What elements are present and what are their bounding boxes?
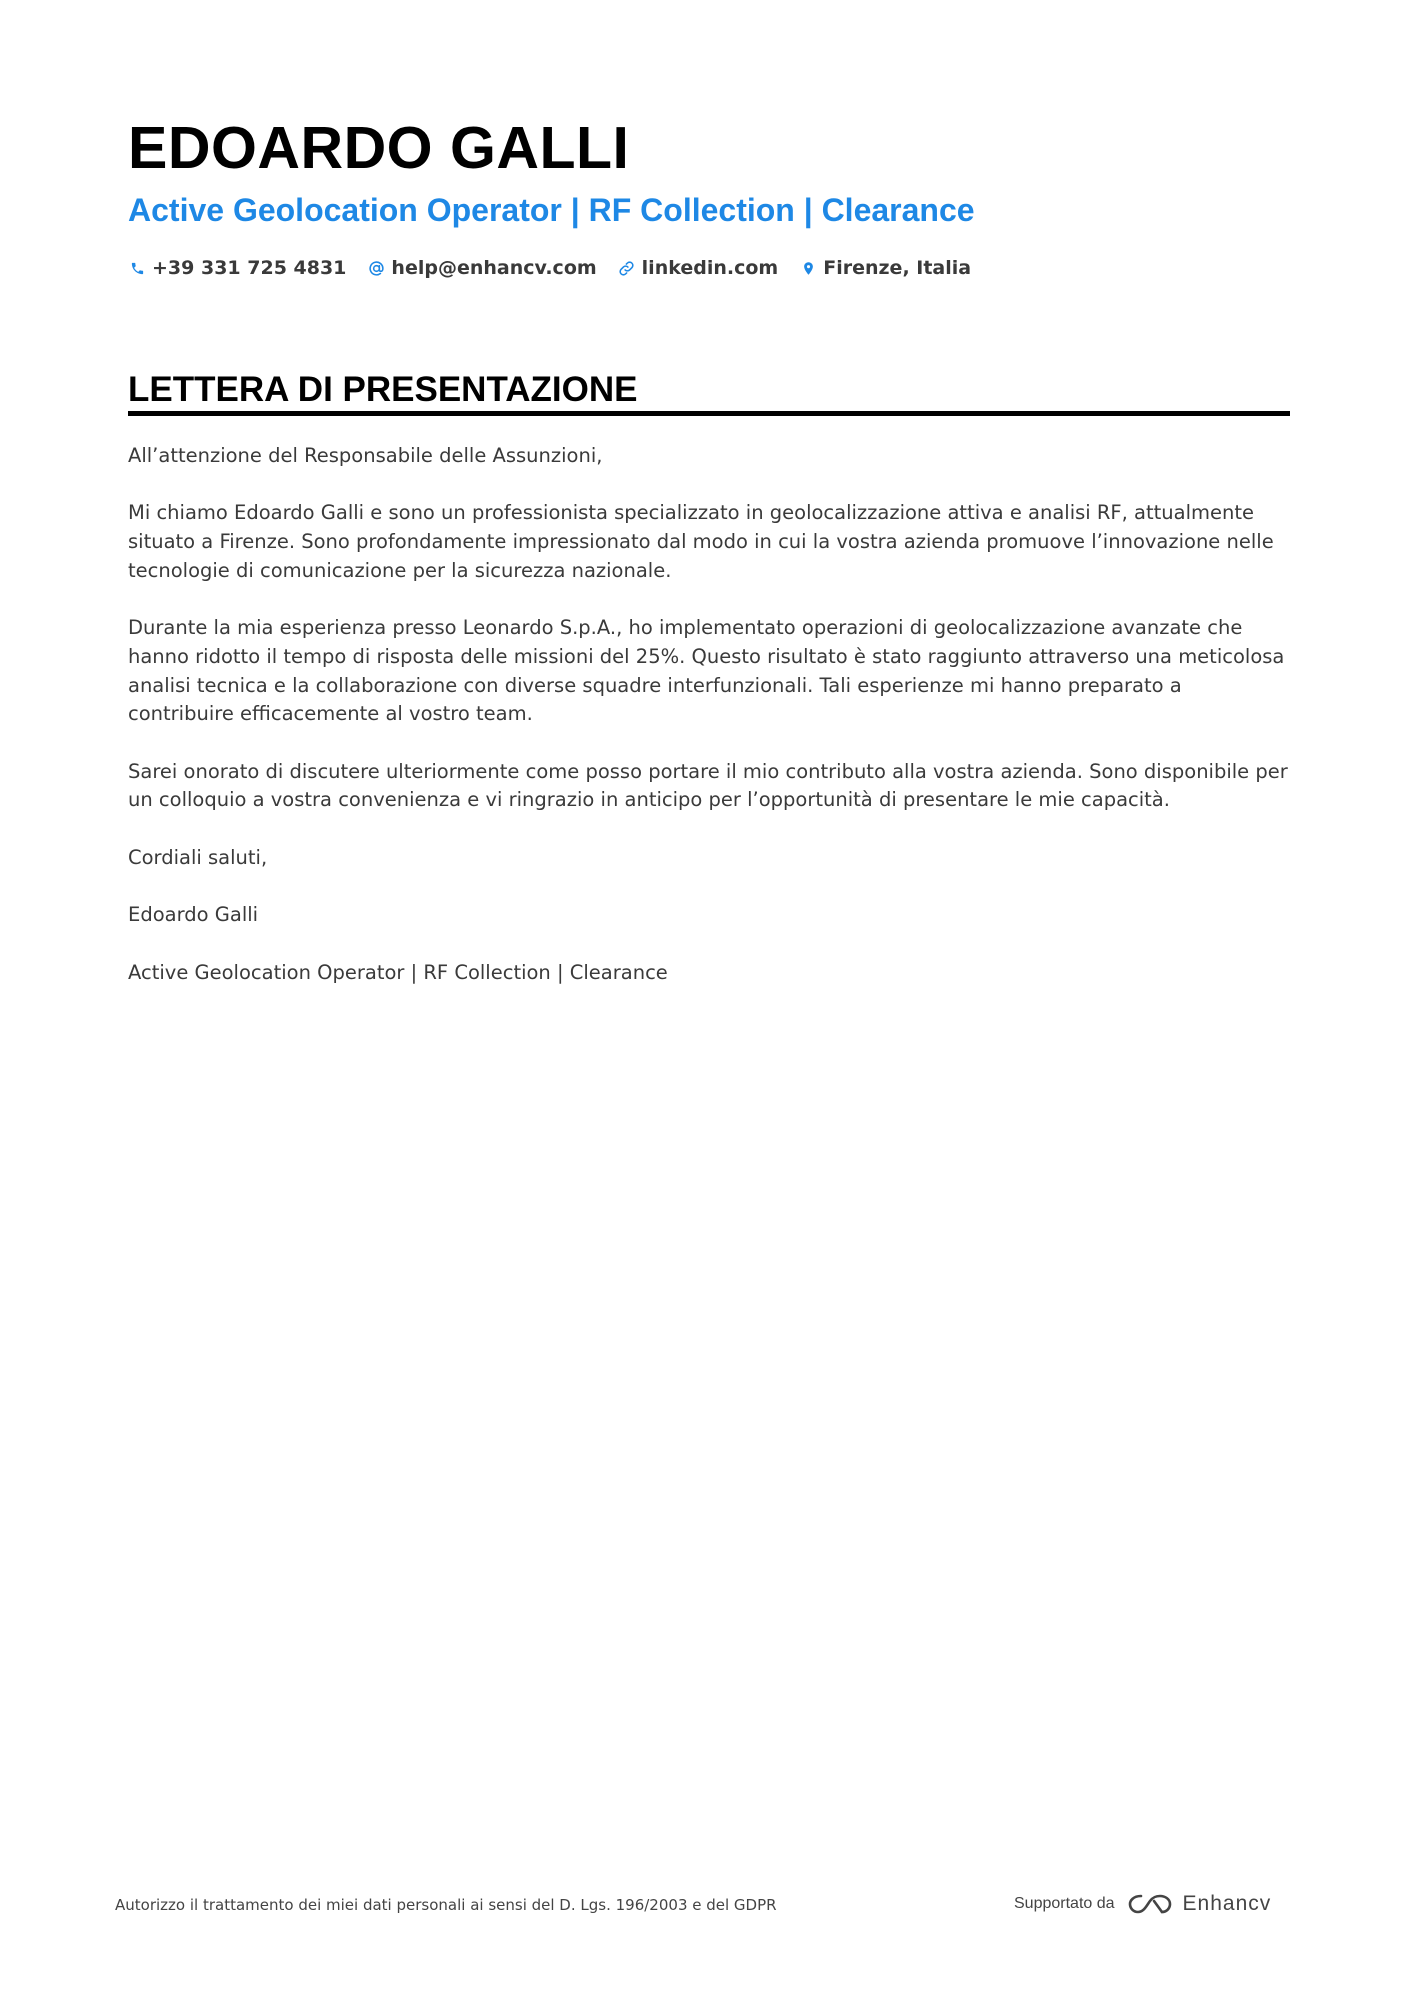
paragraph-closing: Sarei onorato di discutere ulteriormente come posso portare il mio contributo alla vostra azienda. Sono disponibile per un colloquio a vostra convenienza e vi ringrazio in anticipo per l’opportunità di presentare le mie capacità. <box>128 759 1288 812</box>
privacy-consent: Autorizzo il trattamento dei miei dati personali ai sensi del D. Lgs. 196/2003 e del GDPR <box>115 1896 777 1914</box>
brand-name: Enhancv <box>1182 1892 1272 1915</box>
section-divider <box>128 411 1290 416</box>
contact-linkedin[interactable] <box>618 257 779 279</box>
signature-name: Edoardo Galli <box>128 903 259 927</box>
closing: Cordiali saluti, <box>128 845 268 869</box>
contact-email[interactable] <box>367 257 596 279</box>
salutation: All’attenzione del Responsabile delle Assunzioni, <box>128 444 603 467</box>
link-icon <box>618 259 636 277</box>
phone-icon <box>128 259 146 277</box>
enhancv-logo-icon <box>1127 1892 1173 1916</box>
contact-phone-text: +39 331 725 4831 <box>152 257 347 279</box>
contact-location <box>799 257 971 279</box>
candidate-title: Active Geolocation Operator | RF Collection | Clearance <box>128 192 975 228</box>
at-icon <box>367 259 385 277</box>
signature-title: Active Geolocation Operator | RF Collection | Clearance <box>128 960 668 984</box>
candidate-name: EDOARDO GALLI <box>128 115 630 181</box>
powered-by[interactable] <box>1014 1890 1271 1918</box>
contact-phone <box>128 257 346 279</box>
section-title: LETTERA DI PRESENTAZIONE <box>128 370 638 409</box>
contact-linkedin-text[interactable]: linkedin.com <box>641 257 779 279</box>
letter-body <box>128 442 1290 1016</box>
powered-by-label: Supportato da <box>1014 1895 1115 1912</box>
contact-email-text[interactable]: help@enhancv.com <box>391 257 597 279</box>
paragraph-experience: Durante la mia esperienza presso Leonardo S.p.A., ho implementato operazioni di geolocalizzazione avanzate che hanno ridotto il tempo di risposta delle missioni del 25%. Questo risultato è stato raggiunto attraverso una meticolosa analisi tecnica e la collaborazione con diverse squadre interfunzionali. Tali esperienze mi hanno preparato a contribuire efficacemente al vostro team. <box>128 616 1285 726</box>
paragraph-intro: Mi chiamo Edoardo Galli e sono un professionista specializzato in geolocalizzazione attiva e analisi RF, attualmente situato a Firenze. Sono profondamente impressionato dal modo in cui la vostra azienda promuove l’innovazione nelle tecnologie di comunicazione per la sicurezza nazionale. <box>128 501 1274 582</box>
contact-bar <box>128 254 992 282</box>
contact-location-text: Firenze, Italia <box>823 257 972 279</box>
location-pin-icon <box>799 259 817 277</box>
